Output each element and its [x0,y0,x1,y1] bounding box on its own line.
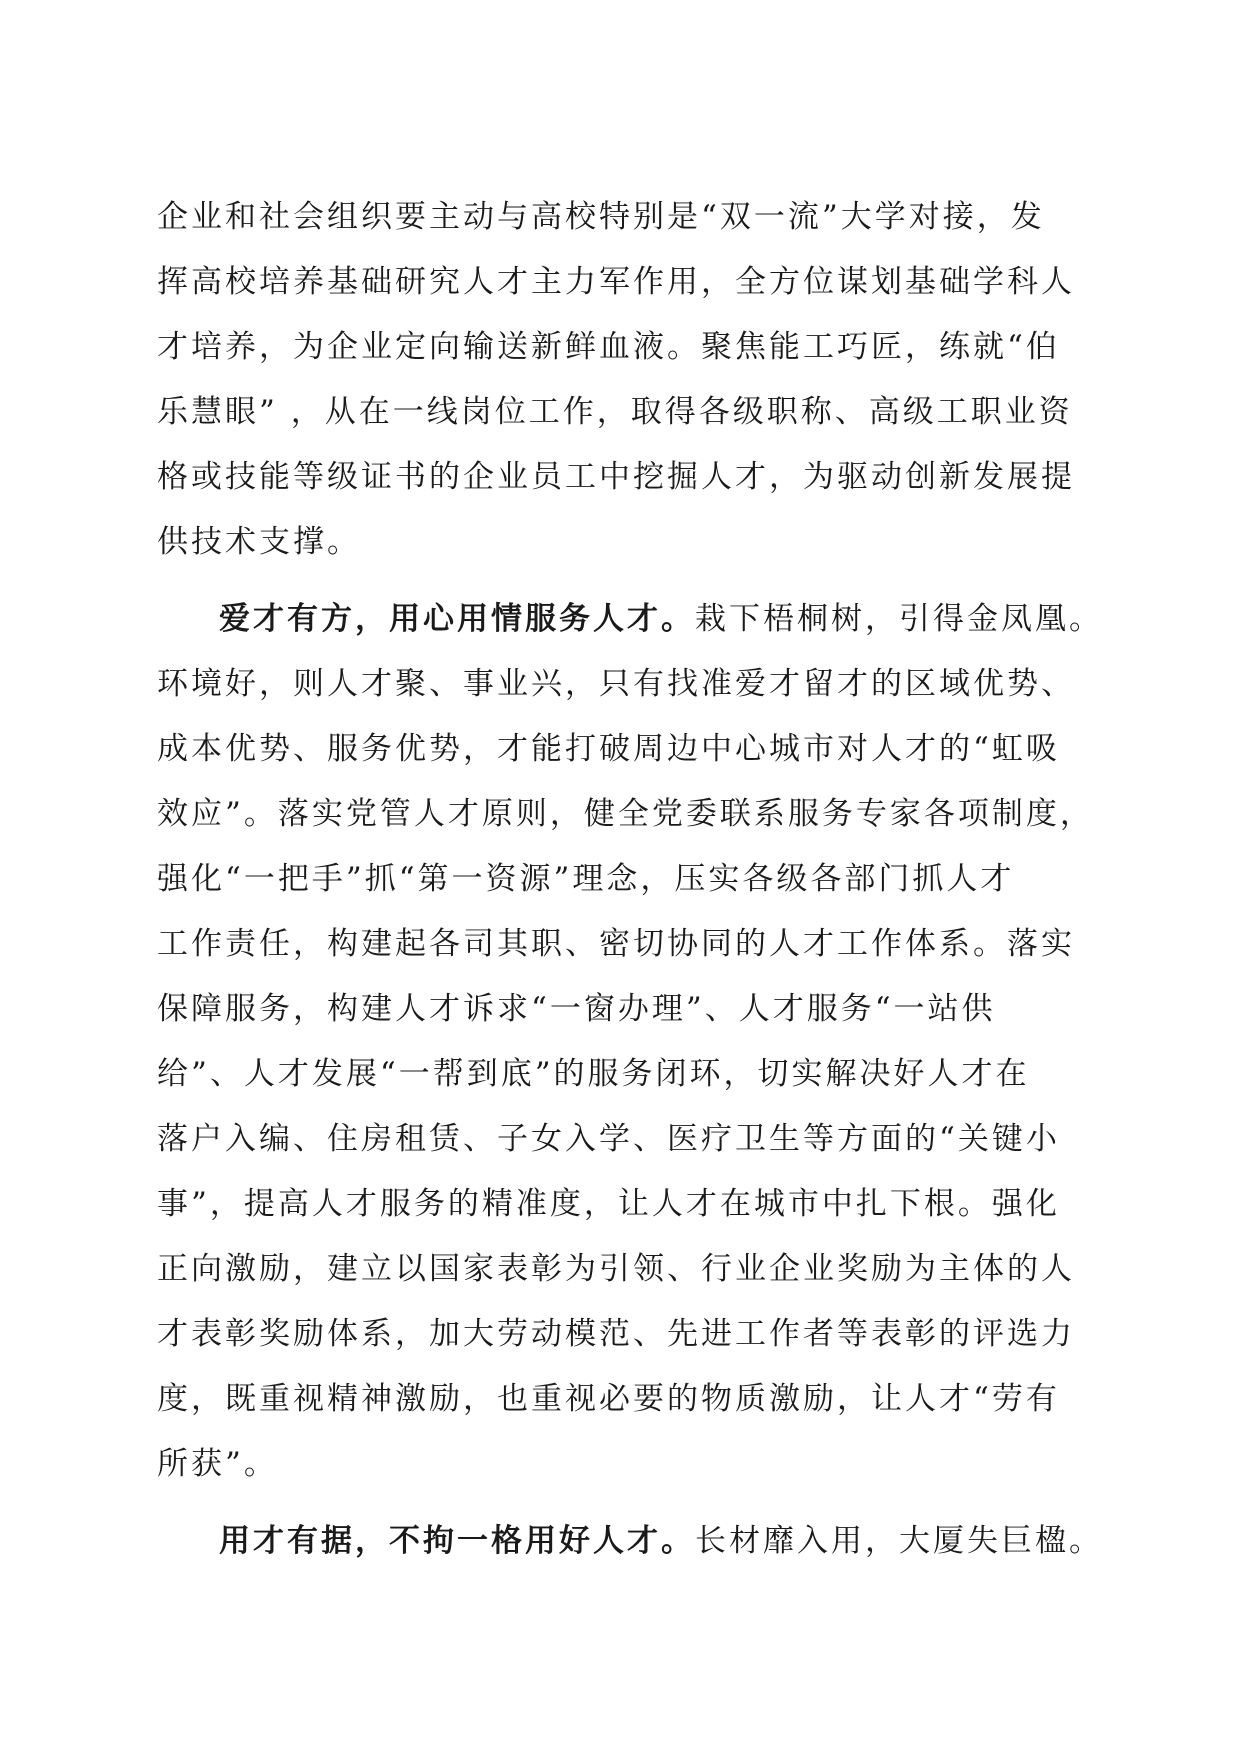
paragraph-1-line-1: 企业和社会组织要主动与高校特别是“双一流”大学对接，发 [157,199,1045,235]
body-text [157,185,1103,1574]
paragraph-2-heading: 爱才有方，用心用情服务人才。 [219,601,695,637]
paragraph-2-line-12: 才表彰奖励体系，加大劳动模范、先进工作者等表彰的评选力 [157,1316,1075,1352]
paragraph-1-line-2: 挥高校培养基础研究人才主力军作用，全方位谋划基础学科人 [157,264,1075,300]
paragraph-2-line-2: 环境好，则人才聚、事业兴，只有找准爱才留才的区域优势、 [157,666,1075,702]
paragraph-2-line-4: 效应”。落实党管人才原则，健全党委联系服务专家各项制度， [157,796,1094,832]
paragraph-2-line-3: 成本优势、服务优势，才能打破周边中心城市对人才的“虹吸 [157,731,1060,767]
paragraph-2-line-14: 所获”。 [157,1446,278,1482]
paragraph-2-line-9: 落户入编、住房租赁、子女入学、医疗卫生等方面的“关键小 [157,1121,1060,1157]
paragraph-2-line-11: 正向激励，建立以国家表彰为引领、行业企业奖励为主体的人 [157,1251,1075,1287]
paragraph-2-line-7: 保障服务，构建人才诉求“一窗办理”、人才服务“一站供 [157,991,996,1027]
paragraph-1-line-6: 供技术支撑。 [157,524,361,560]
paragraph-1-line-5: 格或技能等级证书的企业员工中挖掘人才，为驱动创新发展提 [157,459,1075,495]
paragraph-2-first-line [157,587,1103,652]
paragraph-2-line-8: 给”、人才发展“一帮到底”的服务闭环，切实解决好人才在 [157,1056,1030,1092]
paragraph-1-line-3: 才培养，为企业定向输送新鲜血液。聚焦能工巧匠，练就“伯 [157,329,1060,365]
paragraph-3-heading: 用才有据，不拘一格用好人才。 [219,1523,695,1559]
paragraph-3-first-line-text: 长材靡入用，大厦失巨楹。 [695,1523,1103,1559]
paragraph-2-line-10: 事”，提高人才服务的精准度，让人才在城市中扎下根。强化 [157,1186,1060,1222]
paragraph-2-line-6: 工作责任，构建起各司其职、密切协同的人才工作体系。落实 [157,926,1075,962]
paragraph-2-first-line-text: 栽下梧桐树，引得金凤凰。 [695,601,1103,637]
paragraph-2-line-5: 强化“一把手”抓“第一资源”理念，压实各级各部门抓人才 [157,861,1015,897]
paragraph-2-line-13: 度，既重视精神激励，也重视必要的物质激励，让人才“劳有 [157,1381,1060,1417]
paragraph-1-line-4: 乐慧眼” ，从在一线岗位工作，取得各级职称、高级工职业资 [157,394,1073,430]
paragraph-3-first-line [157,1509,1103,1574]
